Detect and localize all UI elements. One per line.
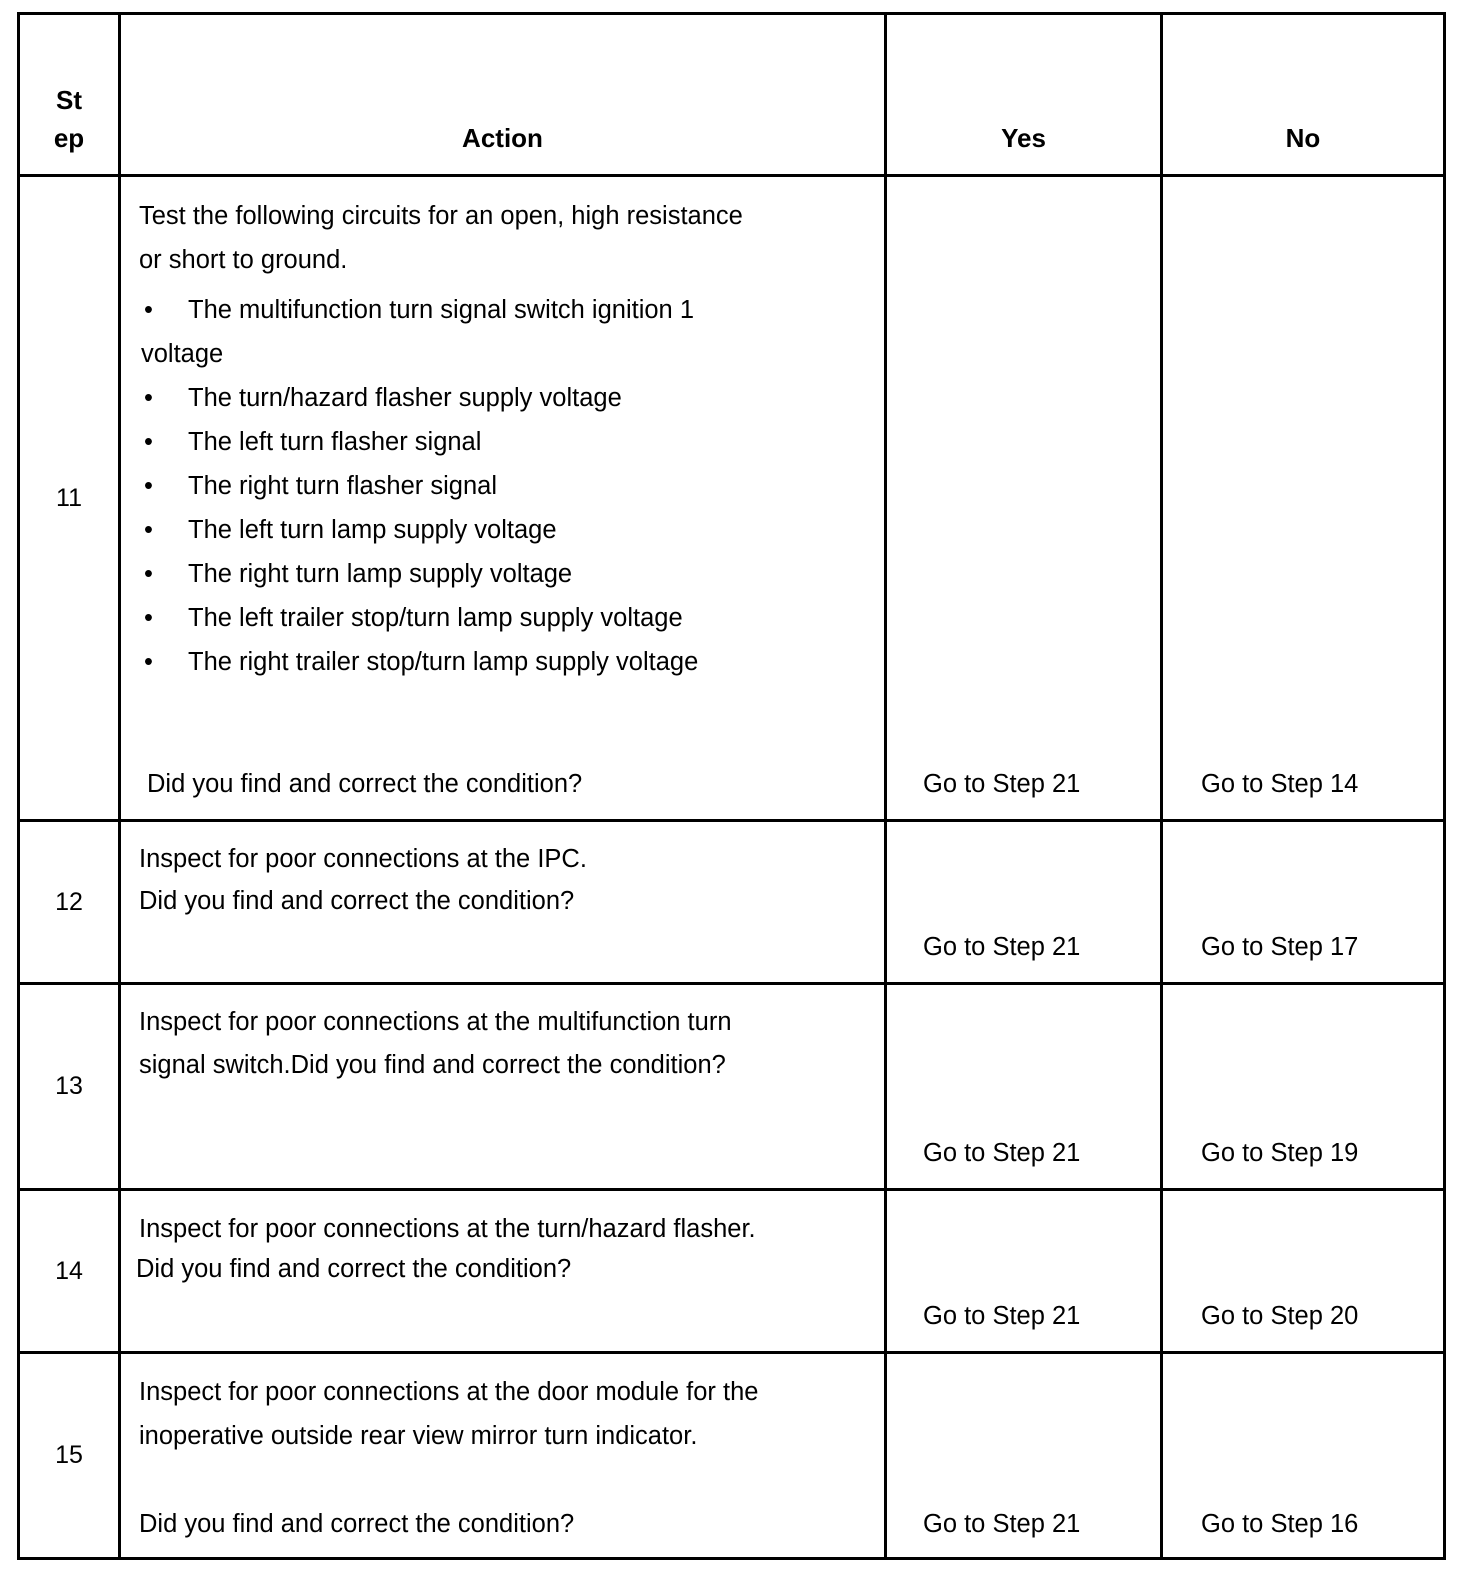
list-item: • The left trailer stop/turn lamp supply voltage <box>144 604 683 632</box>
diagnostic-table <box>17 12 1446 1560</box>
yes-result: Go to Step 21 <box>923 1302 1081 1330</box>
table-row <box>19 984 1445 1190</box>
no-result: Go to Step 17 <box>1201 933 1359 961</box>
action-question: Did you find and correct the condition? <box>139 1510 575 1538</box>
yes-cell <box>886 1353 1162 1559</box>
action-text: Test the following circuits for an open, high resistance <box>139 202 743 230</box>
table-row <box>19 1190 1445 1353</box>
action-cell <box>120 984 886 1190</box>
action-text: Inspect for poor connections at the IPC. <box>139 845 587 873</box>
action-question: Did you find and correct the condition? <box>147 770 583 798</box>
action-text: Inspect for poor connections at the multifunction turn <box>139 1008 732 1036</box>
yes-result: Go to Step 21 <box>923 770 1081 798</box>
no-cell <box>1162 176 1445 821</box>
yes-cell <box>886 821 1162 984</box>
action-text: Did you find and correct the condition? <box>136 1255 572 1283</box>
no-result: Go to Step 16 <box>1201 1510 1359 1538</box>
yes-cell <box>886 1190 1162 1353</box>
no-cell <box>1162 821 1445 984</box>
list-item: • The multifunction turn signal switch ignition 1 <box>144 296 695 324</box>
action-cell <box>120 821 886 984</box>
step-number: 13 <box>19 984 120 1190</box>
step-number: 12 <box>19 821 120 984</box>
list-item-continuation: voltage <box>141 340 224 368</box>
list-item: • The left turn lamp supply voltage <box>144 516 557 544</box>
action-cell <box>120 1190 886 1353</box>
header-step: St ep <box>19 14 120 176</box>
action-text: Inspect for poor connections at the door module for the <box>139 1378 759 1406</box>
header-row <box>19 14 1445 176</box>
table-row <box>19 176 1445 821</box>
no-result: Go to Step 14 <box>1201 770 1359 798</box>
yes-result: Go to Step 21 <box>923 933 1081 961</box>
action-text: Did you find and correct the condition? <box>139 887 575 915</box>
no-result: Go to Step 20 <box>1201 1302 1359 1330</box>
no-cell <box>1162 984 1445 1190</box>
header-action: Action <box>120 14 886 176</box>
action-cell <box>120 176 886 821</box>
step-number: 14 <box>19 1190 120 1353</box>
action-cell <box>120 1353 886 1559</box>
no-cell <box>1162 1353 1445 1559</box>
yes-result: Go to Step 21 <box>923 1139 1081 1167</box>
no-result: Go to Step 19 <box>1201 1139 1359 1167</box>
yes-result: Go to Step 21 <box>923 1510 1081 1538</box>
step-number: 15 <box>19 1353 120 1559</box>
yes-cell <box>886 176 1162 821</box>
header-yes: Yes <box>886 14 1162 176</box>
table-row <box>19 821 1445 984</box>
yes-cell <box>886 984 1162 1190</box>
no-cell <box>1162 1190 1445 1353</box>
table-row <box>19 1353 1445 1559</box>
list-item: • The turn/hazard flasher supply voltage <box>144 384 622 412</box>
action-text: or short to ground. <box>139 246 348 274</box>
action-text: signal switch.Did you find and correct the condition? <box>139 1051 726 1079</box>
step-number: 11 <box>19 176 120 821</box>
list-item: • The right turn flasher signal <box>144 472 497 500</box>
action-text: Inspect for poor connections at the turn/hazard flasher. <box>139 1215 756 1243</box>
list-item: • The left turn flasher signal <box>144 428 482 456</box>
list-item: • The right trailer stop/turn lamp supply voltage <box>144 648 699 676</box>
list-item: • The right turn lamp supply voltage <box>144 560 573 588</box>
header-no: No <box>1162 14 1445 176</box>
action-text: inoperative outside rear view mirror turn indicator. <box>139 1422 698 1450</box>
